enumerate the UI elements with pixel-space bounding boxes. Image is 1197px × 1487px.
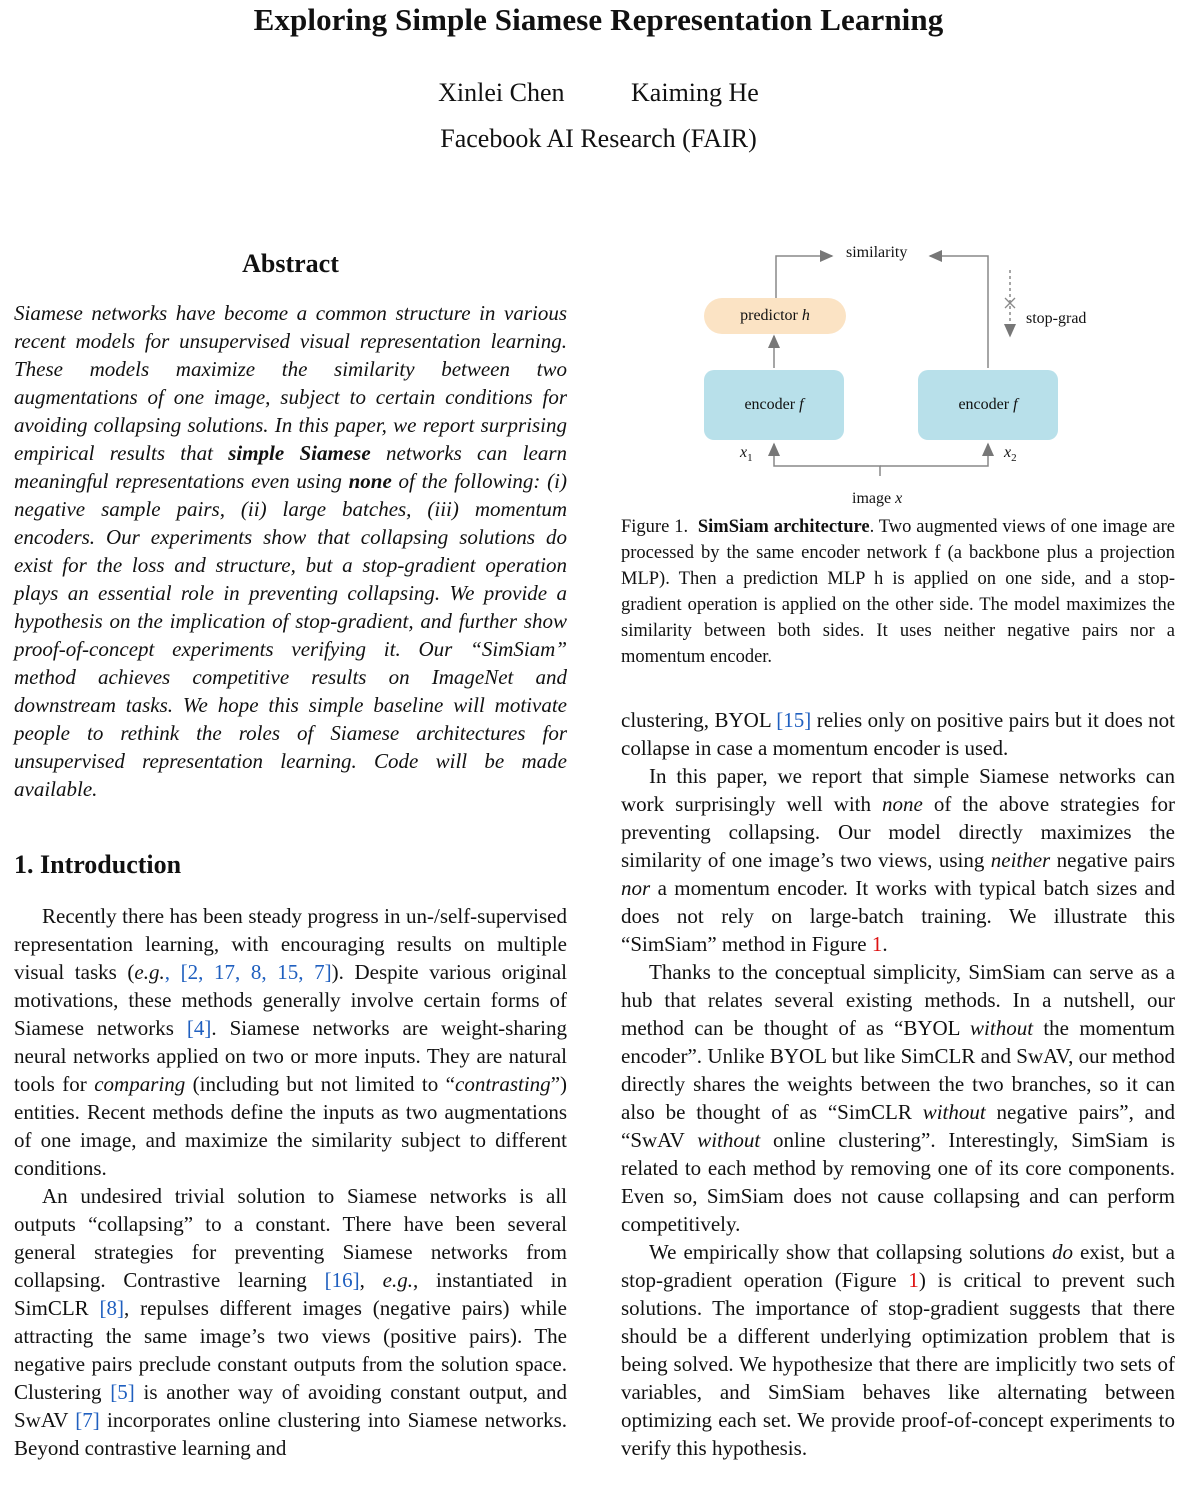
citation-link[interactable]: [16] (324, 1268, 360, 1292)
paragraph: In this paper, we report that simple Siamese networks can work surprisingly well with none of the above strategies for preventing collapsing. Our model directly maximizes the similarity of one image’s two views, using neither negative pairs nor a momentum encoder. It works with typical batch sizes and does not rely on large-batch training. We illustrate this “SimSiam” method in Figure 1. (621, 764, 1176, 956)
paragraph: Recently there has been steady progress in un-/self-supervised representation learning, with encouraging results on multiple visual tasks (e.g., [2, 17, 8, 15, 7]). Despite various original motivations, these methods generally involve certain forms of Siamese networks [4]. Siamese networks are weight-sharing neural networks applied on two or more inputs. They are natural tools for comparing (including but not limited to “contrasting”) entities. Recent methods define the inputs as two augmentations of one image, and maximize the similarity subject to different conditions. (14, 904, 568, 1180)
citation-link[interactable]: [15] (776, 708, 812, 732)
stop-grad-label: stop-grad (1026, 310, 1087, 327)
predictor-box: predictor h (704, 298, 846, 334)
similarity-label: similarity (846, 244, 908, 261)
right-column-body (621, 706, 1175, 1462)
citation-link[interactable]: [4] (186, 1016, 212, 1040)
citation-link[interactable]: , [2, 17, 8, 15, 7] (164, 960, 332, 984)
figure-reference-link[interactable]: 1 (871, 932, 883, 956)
encoder-box-left: encoder f (704, 370, 844, 440)
arrow-encoder-to-similarity (930, 256, 988, 368)
paragraph: We empirically show that collapsing solutions do exist, but a stop-gradient operation (Figure 1) is critical to prevent such solutions. The importance of stop-gradient suggests that there should be a different underlying optimization problem that is being solved. We hypothesize that there are implicitly two sets of variables, and SimSiam behaves like alternating between optimizing each set. We provide proof-of-concept experiments to verify this hypothesis. (621, 1240, 1175, 1460)
encoder-box-right: encoder f (918, 370, 1058, 440)
arrow-image-to-x2 (880, 444, 988, 466)
arrow-predictor-to-similarity (776, 256, 832, 298)
simsiam-architecture-figure (690, 236, 1120, 516)
author-name: Kaiming He (631, 78, 759, 107)
figure-caption: Figure 1. SimSiam architecture. Two augmented views of one image are processed by the same encoder network f (a backbone plus a projection MLP). Then a prediction MLP h is applied on one side, and a stop-gradient operation is applied on the other side. The model maximizes the similarity between both sides. It uses neither negative pairs nor a momentum encoder. (621, 517, 1175, 667)
x1-label: $x_1$ (740, 444, 753, 465)
author-list (0, 78, 1197, 108)
citation-link[interactable]: [5] (110, 1380, 135, 1404)
paragraph: clustering, BYOL [15] relies only on positive pairs but it does not collapse in case a momentum encoder is used. (621, 708, 1175, 760)
citation-link[interactable]: [8] (99, 1296, 125, 1320)
introduction-body (14, 902, 567, 1462)
x2-label: $x_2$ (1004, 444, 1017, 465)
paper-title: Exploring Simple Siamese Representation Learning (253, 2, 944, 37)
abstract-heading: Abstract (242, 249, 339, 278)
affiliation: Facebook AI Research (FAIR) (440, 124, 757, 153)
author-name: Xinlei Chen (438, 78, 565, 107)
citation-link[interactable]: [7] (75, 1408, 100, 1432)
section-heading-introduction: 1. Introduction (14, 850, 182, 879)
paragraph: Thanks to the conceptual simplicity, SimSiam can serve as a hub that relates several existing methods. In a nutshell, our method can be thought of as “BYOL without the momentum encoder”. Unlike BYOL but like SimCLR and SwAV, our method directly shares the weights between the two branches, so it can also be thought of as “SimCLR without negative pairs”, and “SwAV without online clustering”. Interestingly, SimSiam is related to each method by removing one of its core components. Even so, SimSiam does not cause collapsing and can perform competitively. (621, 960, 1175, 1236)
arrow-image-to-x1 (774, 444, 880, 476)
figure-reference-link[interactable]: 1 (908, 1268, 919, 1292)
abstract-text: Siamese networks have become a common structure in various recent models for unsupervised visual representation learning. These models maximize the similarity between two augmentations of one image, subject to certain conditions for avoiding collapsing solutions. In this paper, we report surprising empirical results that simple Siamese networks can learn meaningful representations even using none of the following: (i) negative sample pairs, (ii) large batches, (iii) momentum encoders. Our experiments show that collapsing solutions do exist for the loss and structure, but a stop-gradient operation plays an essential role in preventing collapsing. We provide a hypothesis on the implication of stop-gradient, and further show proof-of-concept experiments verifying it. Our “SimSiam” method achieves competitive results on ImageNet and downstream tasks. We hope this simple baseline will motivate people to rethink the roles of Siamese architectures for unsupervised representation learning. Code will be made available. (14, 301, 567, 801)
image-label: image x (852, 490, 903, 507)
paragraph: An undesired trivial solution to Siamese networks is all outputs “collapsing” to a constant. There have been several general strategies for preventing Siamese networks from collapsing. Contrastive learning [16], e.g., instantiated in SimCLR [8], repulses different images (negative pairs) while attracting the same image’s two views (positive pairs). The negative pairs preclude constant outputs from the solution space. Clustering [5] is another way of avoiding constant output, and SwAV [7] incorporates online clustering into Siamese networks. Beyond contrastive learning and (14, 1184, 568, 1460)
